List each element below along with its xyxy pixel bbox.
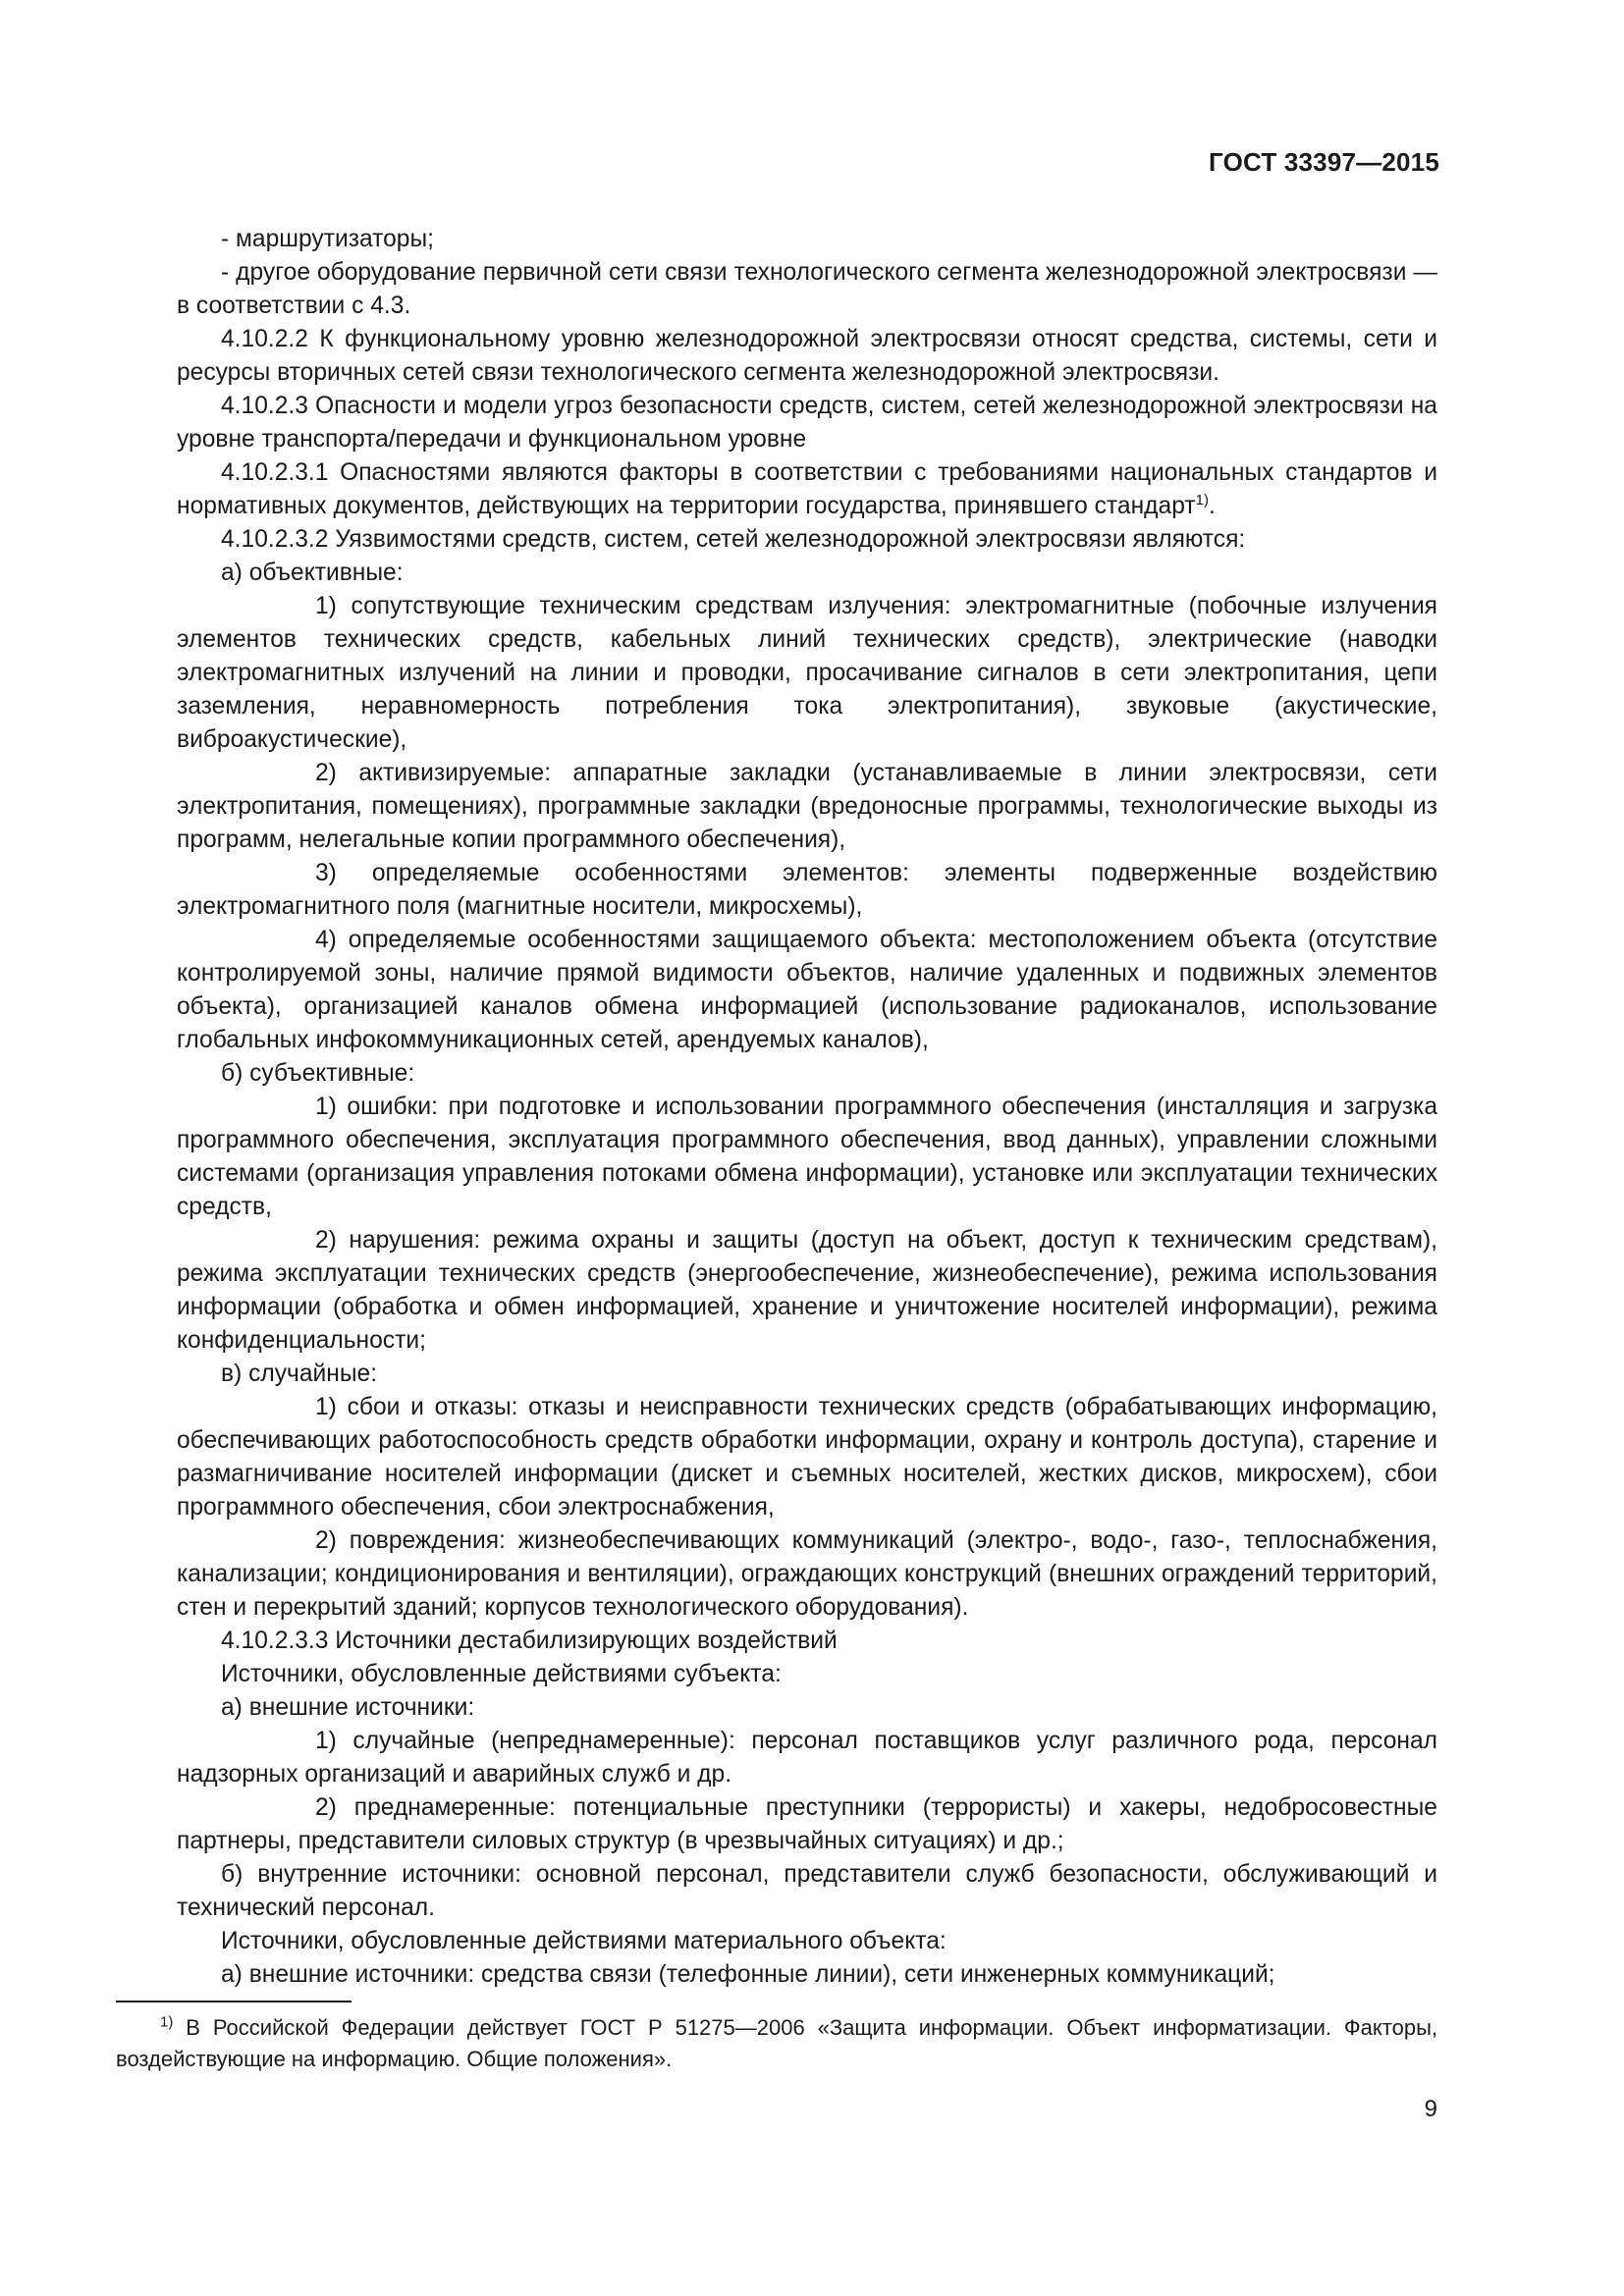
list-subitem-activated: 2) активизируемые: аппаратные закладки (устанавливаемые в линии электросвязи, сети электропитания, помещениях), программные закладки (вредоносные программы, технологические выходы из программ, нелегальные копии программного обеспечения), [177, 760, 1437, 853]
list-item-external-object-sources: а) внешние источники: средства связи (телефонные линии), сети инженерных коммуникаций; [221, 1961, 1275, 1988]
clause-4-10-2-3-2: 4.10.2.3.2 Уязвимостями средств, систем, сетей железнодорожной электросвязи являются: [221, 526, 1246, 553]
list-subitem-failures: 1) сбои и отказы: отказы и неисправности технических средств (обрабатывающих информацию, обеспечивающих работоспособность средств обработки информации, охрану и контроль доступа), старение и размагничивание носителей информации (дискет и съемных носителей, жестких дисков, микросхем), сбои программного обеспечения, сбои электроснабжения, [177, 1394, 1437, 1521]
list-item-internal-sources: б) внутренние источники: основной персонал, представители служб безопасности, обслуживающий и технический персонал. [177, 1861, 1437, 1921]
footnote [116, 2012, 1437, 2075]
list-item-subjective: б) субъективные: [221, 1060, 415, 1087]
list-subitem-object-features: 4) определяемые особенностями защищаемого объекта: местоположением объекта (отсутствие контролируемой зоны, наличие прямой видимости объектов, наличие удаленных и подвижных элементов объекта), организацией каналов обмена информацией (использование радиоканалов, использование глобальных инфокоммуникационных сетей, арендуемых каналов), [177, 927, 1437, 1053]
footnote-text: В Российской Федерации действует ГОСТ Р 51275—2006 «Защита информации. Объект информатизации. Факторы, воздействующие на информацию. Общие положения». [116, 2015, 1437, 2071]
clause-4-10-2-3-1-text: 4.10.2.3.1 Опасностями являются факторы в соответствии с требованиями национальных стандартов и нормативных документов, действующих на территории государства, принявшего стандарт [177, 459, 1437, 519]
footnote-divider [116, 2001, 352, 2002]
list-item-routers: - маршрутизаторы; [221, 226, 434, 252]
page-number: 9 [1424, 2096, 1437, 2122]
footnote-reference: 1) [1195, 491, 1209, 508]
list-subitem-violations: 2) нарушения: режима охраны и защиты (доступ на объект, доступ к техническим средствам), режима эксплуатации технических средств (энергообеспечение, жизнеобеспечение), режима использования информации (обработка и обмен информацией, хранение и уничтожение носителей информации), режима конфиденциальности; [177, 1227, 1437, 1354]
clause-4-10-2-3-1-end: . [1208, 493, 1216, 519]
list-item-objective: а) объективные: [221, 560, 404, 586]
clause-4-10-2-3-3: 4.10.2.3.3 Источники дестабилизирующих воздействий [221, 1628, 838, 1654]
list-subitem-emissions: 1) сопутствующие техническим средствам излучения: электромагнитные (побочные излучения элементов технических средств, кабельных линий технических средств), электрические (наводки электромагнитных излучений на линии и проводки, просачивание сигналов в сети электропитания, цепи заземления, неравномерность потребления тока электропитания), звуковые (акустические, виброакустические), [177, 593, 1437, 753]
document-body [177, 223, 1437, 1992]
object-sources-heading: Источники, обусловленные действиями материального объекта: [221, 1928, 947, 1954]
subject-sources-heading: Источники, обусловленные действиями субъекта: [221, 1661, 782, 1687]
list-item-other-equipment: - другое оборудование первичной сети связи технологического сегмента железнодорожной электросвязи — в соответствии с 4.3. [177, 259, 1437, 319]
list-subitem-damage: 2) повреждения: жизнеобеспечивающих коммуникаций (электро-, водо-, газо-, теплоснабжения, канализации; кондиционирования и вентиляции), ограждающих конструкций (внешних ограждений территорий, стен и перекрытий зданий; корпусов технологического оборудования). [177, 1527, 1437, 1621]
list-subitem-errors: 1) ошибки: при подготовке и использовании программного обеспечения (инсталляция и загрузка программного обеспечения, эксплуатация программного обеспечения, ввод данных), управлении сложными системами (организация управления потоками обмена информации), установке или эксплуатации технических средств, [177, 1094, 1437, 1220]
clause-4-10-2-3: 4.10.2.3 Опасности и модели угроз безопасности средств, систем, сетей железнодорожной электросвязи на уровне транспорта/передачи и функциональном уровне [177, 393, 1437, 453]
list-item-external-sources: а) внешние источники: [221, 1694, 475, 1721]
footnote-marker: 1) [160, 2013, 174, 2031]
document-code-header: ГОСТ 33397—2015 [1209, 147, 1439, 177]
footnote-paragraph [116, 2012, 1437, 2075]
clause-4-10-2-3-1 [177, 456, 1437, 523]
list-subitem-element-features: 3) определяемые особенностями элементов: элементы подверженные воздействию электромагнитного поля (магнитные носители, микросхемы), [177, 860, 1437, 920]
list-subitem-accidental: 1) случайные (непреднамеренные): персонал поставщиков услуг различного рода, персонал надзорных организаций и аварийных служб и др. [177, 1728, 1437, 1788]
clause-4-10-2-2: 4.10.2.2 К функциональному уровню железнодорожной электросвязи относят средства, системы, сети и ресурсы вторичных сетей связи технологического сегмента железнодорожной электросвязи. [177, 326, 1437, 386]
list-item-random: в) случайные: [221, 1361, 378, 1387]
list-subitem-intentional: 2) преднамеренные: потенциальные преступники (террористы) и хакеры, недобросовестные партнеры, представители силовых структур (в чрезвычайных ситуациях) и др.; [177, 1794, 1437, 1854]
